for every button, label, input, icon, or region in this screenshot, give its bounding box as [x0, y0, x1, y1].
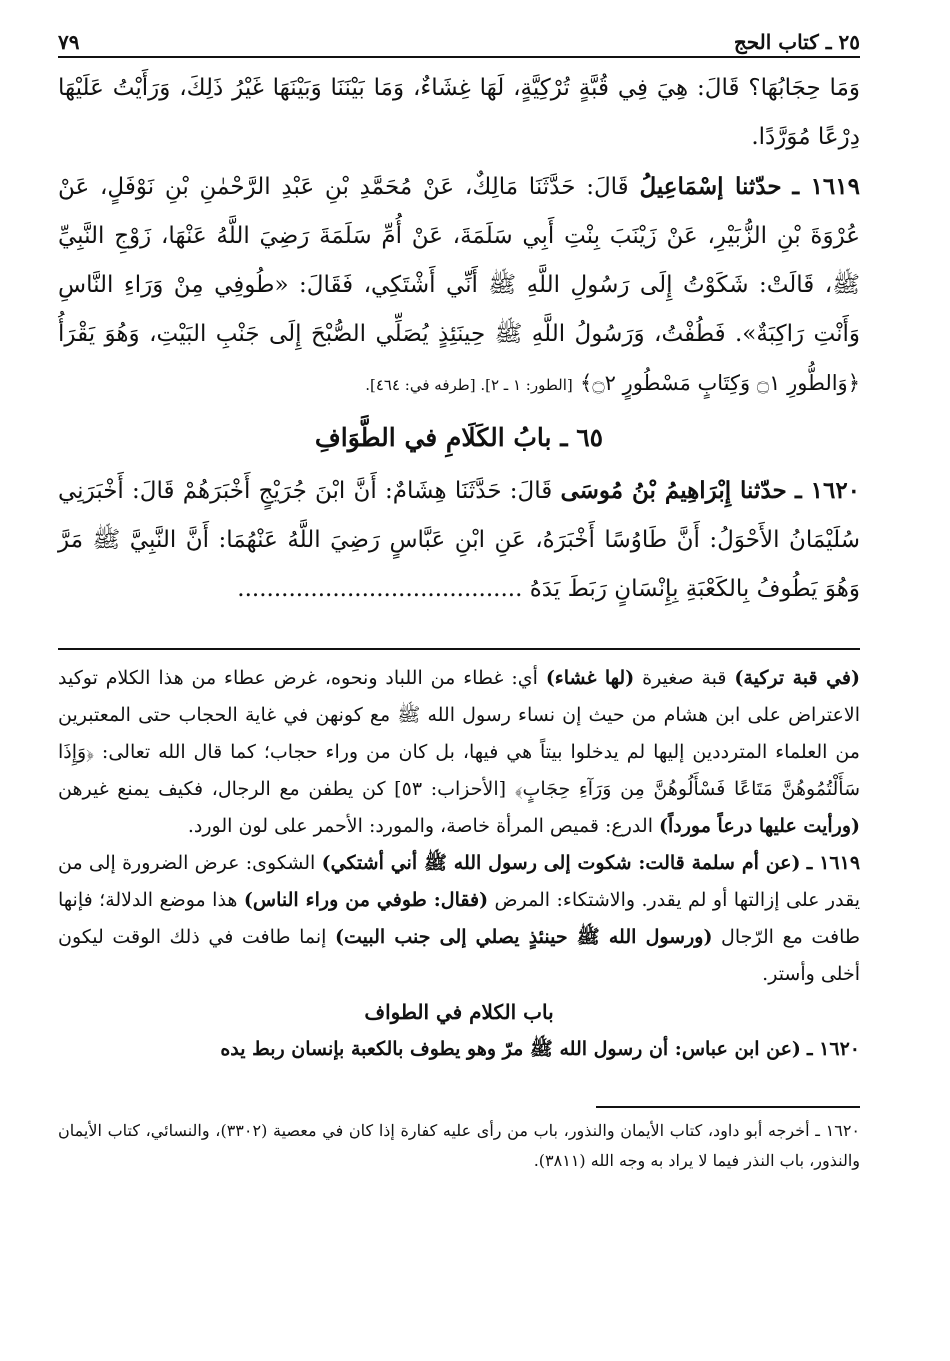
commentary-text: الدرع: قميص المرأة خاصة، والمورد: الأحمر على لون الورد.	[187, 815, 660, 837]
footnotes	[58, 1116, 860, 1176]
main-text	[58, 64, 860, 614]
commentary-text: قبة صغيرة	[634, 667, 735, 689]
hadith-1620	[58, 466, 860, 614]
commentary-number: ١٦١٩ ـ	[806, 852, 861, 874]
commentary-text: أي: غطاء من اللباد ونحوه، غرض عطاء من هذا الكلام توكيد الاعتراض على ابن هشام من حيث إن نساء رسول الله ﷺ مع كونهن في غاية الحجاب حتى المعتبرين من العلماء المترددين إليها لم يدخلوا بيتاً هي فيها، بل كان من وراء حجاب؛ كما قال الله تعالى:	[58, 667, 860, 763]
commentary-lemma: (ورسول الله ﷺ حينئذٍ يصلي إلى جنب البيت)	[335, 926, 713, 948]
quran-verse-ahzab: ﴿وَإِذَا سَأَلْتُمُوهُنَّ مَتَاعًا فَسْأَلُوهُنَّ مِن وَرَآءِ حِجَابٍ﴾	[58, 741, 860, 800]
footnote-1620: ١٦٢٠ ـ أخرجه أبو داود، كتاب الأيمان والنذور، باب من رأى عليه كفارة إذا كان في معصية (٣٣٠٢)، والنسائي، كتاب الأيمان والنذور، باب النذر فيما لا يراد به وجه الله (٣٨١١).	[58, 1121, 861, 1170]
hadith-reference-1619: [الطور: ١ ـ ٢]. [طرفه في: ٤٦٤].	[365, 376, 573, 394]
continuation-dots: .......................................	[237, 576, 523, 602]
hadith-text-1619: قَالَ: حَدَّثَنَا مَالِكٌ، عَنْ مُحَمَّدِ بْنِ عَبْدِ الرَّحْمٰنِ بْنِ نَوْفَلٍ، عَنْ عُرْوَةَ بْنِ الزُّبَيْرِ، عَنْ زَيْنَبَ بِنْتِ أَبِي سَلَمَةَ، عَنْ أُمِّ سَلَمَةَ رَضِيَ اللَّهُ عَنْهَا، زَوْجِ النَّبِيِّ ﷺ، قَالَتْ: شَكَوْتُ إِلَى رَسُولِ اللَّهِ ﷺ أَنِّي أَشْتَكِي، فَقَالَ: «طُوفِي مِنْ وَرَاءِ النَّاسِ وَأَنْتِ رَاكِبَةٌ». فَطُفْتُ، وَرَسُولُ اللَّهِ ﷺ حِينَئِذٍ يُصَلِّي الصُّبْحَ إِلَى جَنْبِ البَيْتِ، وَهُوَ يَقْرَأُ	[58, 174, 860, 347]
commentary-paragraph-1	[58, 660, 860, 845]
commentary-rule	[58, 648, 860, 650]
commentary-text: هذا موضع الدلالة؛ فإنها طافت مع الرّجال	[58, 889, 860, 948]
commentary-number: ١٦٢٠ ـ	[806, 1038, 860, 1060]
footnote-rule	[596, 1106, 860, 1108]
commentary-lemma: (فقال: طوفي من وراء الناس)	[243, 889, 489, 911]
bab-heading: ٦٥ ـ بابُ الكَلَامِ في الطَّوَافِ	[314, 423, 604, 452]
commentary-text: إنما طافت في ذلك الوقت ليكون أخلى وأستر.	[58, 926, 860, 985]
hadith-number-1619: ١٦١٩ ـ	[792, 173, 860, 200]
book-page	[58, 14, 860, 1176]
page-header	[58, 14, 860, 54]
header-rule	[58, 56, 860, 58]
commentary-lemma: (في قبة تركية)	[734, 667, 860, 689]
chapter-title: ٢٥ ـ كتاب الحج	[733, 30, 860, 54]
hadith-1619	[58, 162, 860, 410]
hadith-isnad-1620: حدّثنا إِبْرَاهِيمُ بْنُ مُوسَى	[560, 477, 787, 504]
hadith-number-1620: ١٦٢٠ ـ	[794, 477, 861, 504]
commentary-lemma: (عن ابن عباس: أن رسول الله ﷺ مرّ وهو يطوف بالكعبة بإنسان ربط يده	[220, 1038, 801, 1060]
hadith-text-1620: قَالَ: حَدَّثَنَا هِشَامٌ: أَنَّ ابْنَ جُرَيْجٍ أَخْبَرَهُمْ قَالَ: أَخْبَرَنِي سُلَيْمَانُ الأَحْوَلُ: أَنَّ طَاوُسًا أَخْبَرَهُ، عَنِ ابْنِ عَبَّاسٍ رَضِيَ اللَّهُ عَنْهُمَا: أَنَّ النَّبِيَّ ﷺ مَرَّ وَهُوَ يَطُوفُ بِالكَعْبَةِ بِإِنْسَانٍ رَبَطَ يَدَهُ	[58, 478, 860, 602]
commentary	[58, 660, 860, 1068]
commentary-paragraph-1619	[58, 845, 860, 993]
hadith-isnad-1619: حدّثنا إسْمَاعِيلُ	[639, 173, 782, 200]
commentary-heading: باب الكلام في الطواف	[364, 1000, 554, 1024]
main-paragraph-1: وَمَا حِجَابُهَا؟ قَالَ: هِيَ فِي قُبَّةٍ تُرْكِيَّةٍ، لَهَا غِشَاءٌ، وَمَا بَيْنَنَا وَبَيْنَهَا غَيْرُ ذَلِكَ، وَرَأَيْتُ عَلَيْهَا دِرْعًا مُوَرَّدًا.	[58, 75, 860, 150]
commentary-text: الشكوى: عرض الضرورة إلى من يقدر على إزالتها أو لم يقدر. والاشتكاء: المرض	[58, 852, 860, 911]
page-number: ٧٩	[58, 30, 80, 54]
commentary-lemma: (لها غشاء)	[545, 667, 635, 689]
commentary-lemma: (ورأيت عليها درعاً مورداً)	[659, 815, 860, 837]
commentary-paragraph-1620	[58, 1031, 860, 1068]
commentary-text: [الأحزاب: ٥٣] كن يطفن مع الرجال، فكيف يمنع غيرهن	[58, 778, 515, 800]
quran-verse-tur: ﴿وَالطُّورِ ۝١ وَكِتَابٍ مَسْطُورٍ ۝٢﴾	[580, 371, 860, 395]
commentary-lemma: (عن أم سلمة قالت: شكوت إلى رسول الله ﷺ أني أشتكي)	[321, 852, 801, 874]
